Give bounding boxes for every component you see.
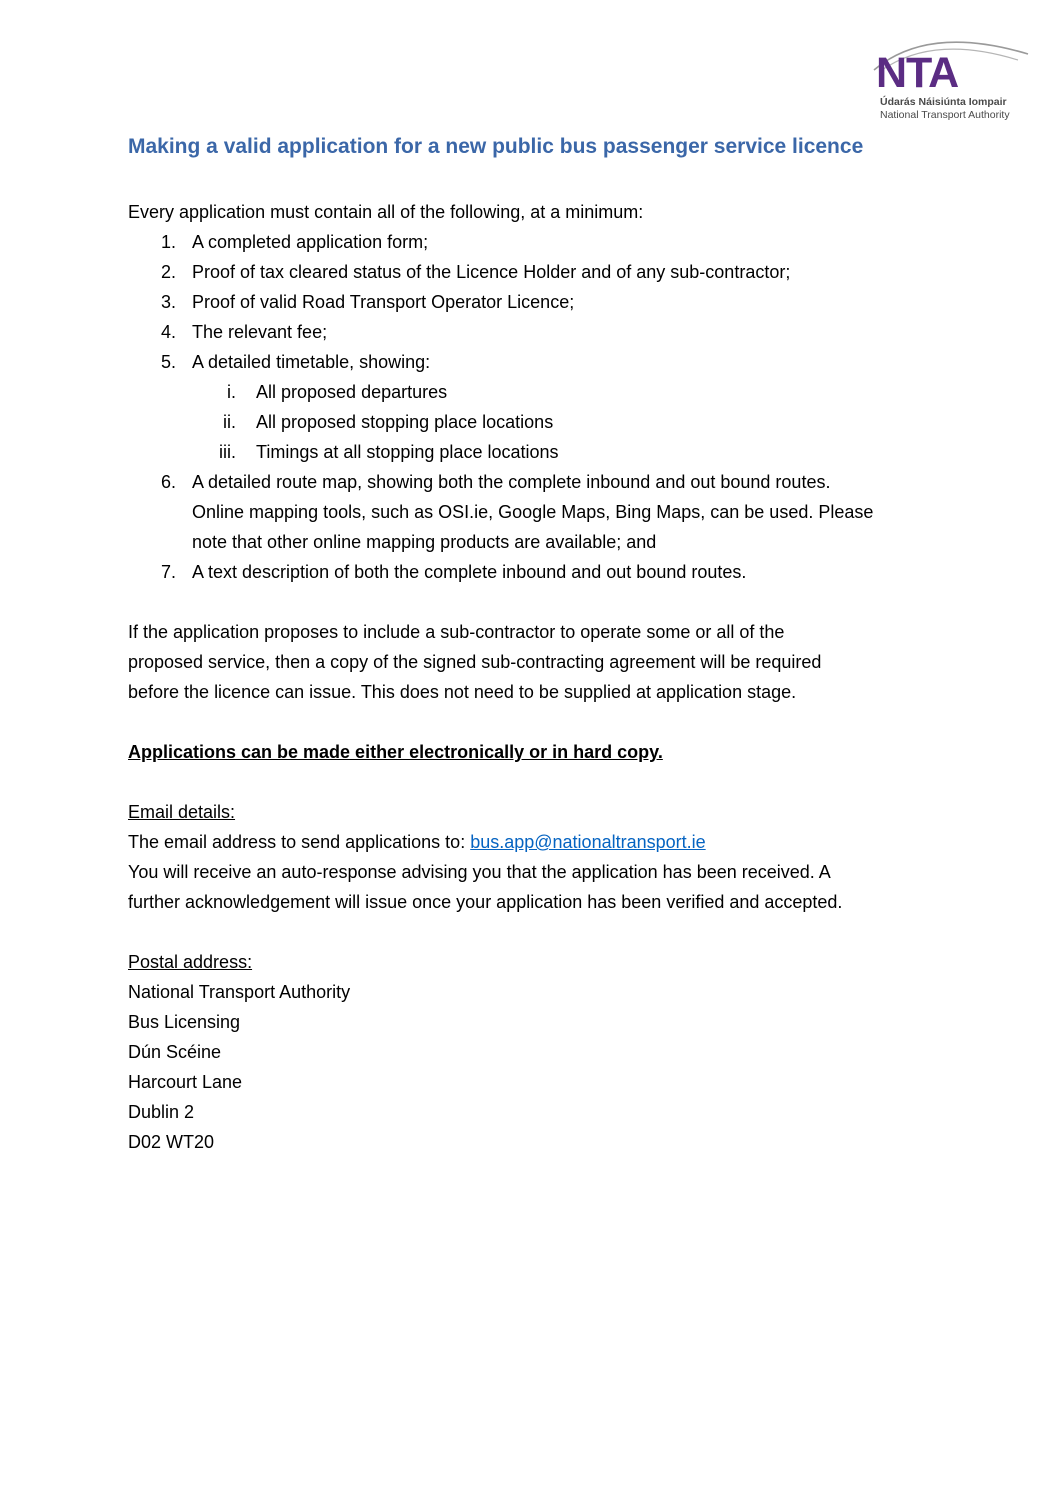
subcontractor-paragraph-line: before the licence can issue. This does not need to be supplied at application stage. [128,682,797,702]
list-text-line: A detailed route map, showing both the complete inbound and out bound routes. [192,472,831,492]
applications-heading: Applications can be made either electronically or in hard copy. [128,742,663,762]
postal-address-line: Dublin 2 [128,1102,195,1122]
list-text-line: A text description of both the complete inbound and out bound routes. [192,562,747,582]
list-number: 6. [160,472,176,492]
subcontractor-paragraph-line: proposed service, then a copy of the signed sub-contracting agreement will be required [128,652,822,672]
postal-address-line: Dún Scéine [128,1042,222,1062]
postal-address-line: National Transport Authority [128,982,351,1002]
list-number: 1. [160,232,176,252]
email-send-to-line [128,827,706,857]
page-title: Making a valid application for a new public bus passenger service licence [128,135,864,158]
list-text-line: Online mapping tools, such as OSI.ie, Google Maps, Bing Maps, can be used. Please [192,502,874,522]
nta-logo [868,30,1038,122]
list-text: The relevant fee; [192,322,328,342]
postal-address-line: D02 WT20 [128,1132,215,1152]
sub-list-number: iii. [219,442,236,462]
email-note-line: You will receive an auto-response advising you that the application has been received. A [128,862,831,882]
list-number: 5. [160,352,176,372]
list-number: 4. [160,322,176,342]
list-text: Proof of tax cleared status of the Licence Holder and of any sub-contractor; [192,262,791,282]
list-text-line: note that other online mapping products are available; and [192,532,657,552]
email-send-to-prefix: The email address to send applications to: [128,832,471,852]
list-number: 3. [160,292,176,312]
intro-text: Every application must contain all of the following, at a minimum: [128,202,644,222]
sub-list-text: All proposed departures [256,382,448,402]
email-heading: Email details: [128,802,236,822]
list-text: Proof of valid Road Transport Operator Licence; [192,292,575,312]
email-address-link[interactable]: bus.app@nationaltransport.ie [470,832,706,852]
sub-list-text: Timings at all stopping place locations [256,442,559,462]
postal-heading: Postal address: [128,952,253,972]
email-note-line: further acknowledgement will issue once your application has been verified and accepted. [128,892,843,912]
logo-subtitle-irish: Údarás Náisiúnta Iompair [880,96,1007,108]
sub-list-number: ii. [223,412,236,432]
postal-address-line: Bus Licensing [128,1012,241,1032]
list-number: 7. [160,562,176,582]
logo-subtitle-english: National Transport Authority [880,109,1010,121]
logo-mark: NTA [876,49,959,97]
subcontractor-paragraph-line: If the application proposes to include a sub-contractor to operate some or all of the [128,622,785,642]
sub-list-number: i. [227,382,236,402]
list-text: A detailed timetable, showing: [192,352,431,372]
list-text: A completed application form; [192,232,429,252]
list-number: 2. [160,262,176,282]
sub-list-text: All proposed stopping place locations [256,412,554,432]
postal-address-line: Harcourt Lane [128,1072,243,1092]
